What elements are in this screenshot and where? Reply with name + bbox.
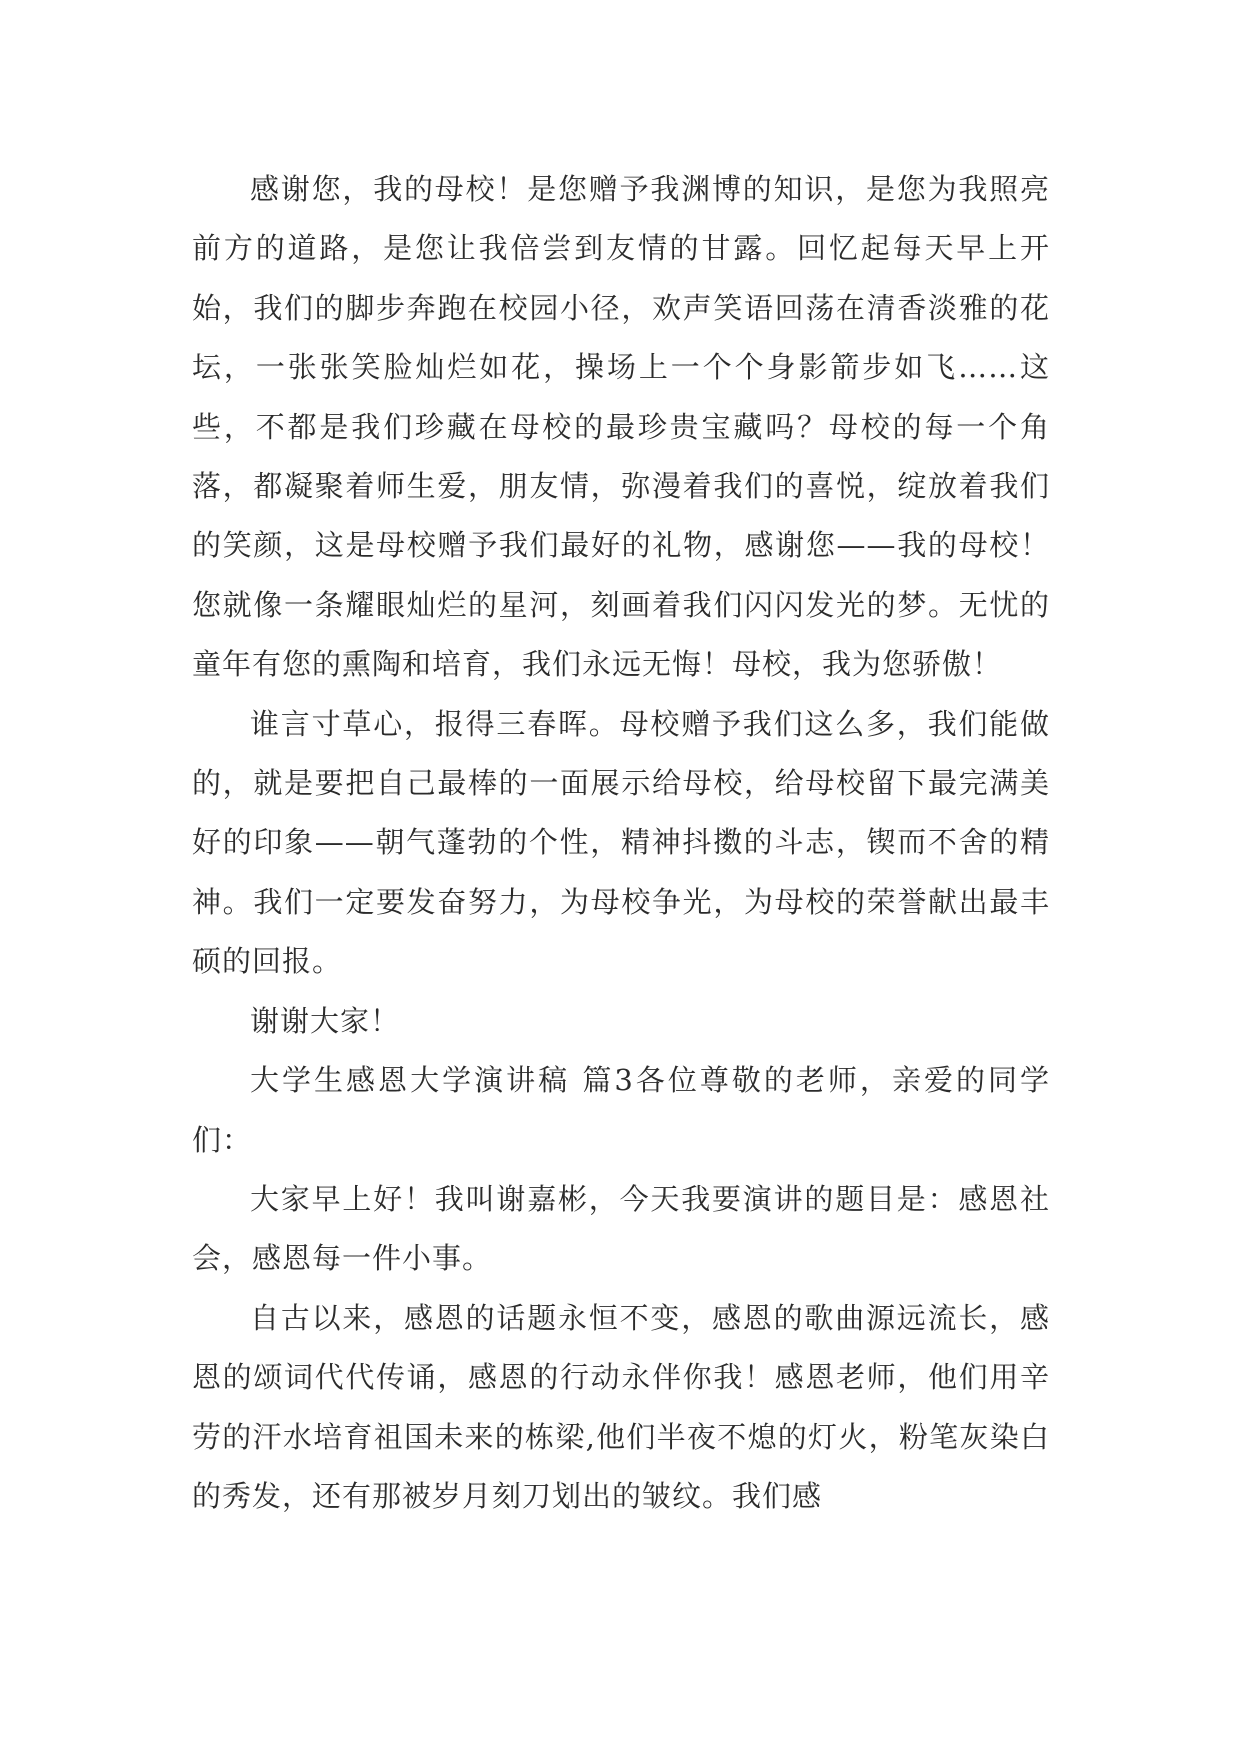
document-body (192, 160, 1050, 1526)
paragraph-gratitude-theme: 自古以来，感恩的话题永恒不变，感恩的歌曲源远流长，感恩的颂词代代传诵，感恩的行动永伴你我！感恩老师，他们用辛劳的汗水培育祖国未来的栋梁,他们半夜不熄的灯火，粉笔灰染白的秀发，还有那被岁月刻刀划出的皱纹。我们感 (192, 1300, 1050, 1513)
paragraph-speech-3-heading: 大学生感恩大学演讲稿 篇3各位尊敬的老师，亲爱的同学们： (192, 1063, 1050, 1157)
paragraph-greeting: 大家早上好！我叫谢嘉彬，今天我要演讲的题目是：感恩社会，感恩每一件小事。 (192, 1181, 1050, 1276)
paragraph-repay-school: 谁言寸草心，报得三春晖。母校赠予我们这么多，我们能做的，就是要把自己最棒的一面展示给母校，给母校留下最完满美好的印象——朝气蓬勃的个性，精神抖擞的斗志，锲而不舍的精神。我们一定要发奋努力，为母校争光，为母校的荣誉献出最丰硕的回报。 (192, 706, 1050, 979)
paragraph-gratitude-to-school: 感谢您，我的母校！是您赠予我渊博的知识，是您为我照亮前方的道路，是您让我倍尝到友情的甘露。回忆起每天早上开始，我们的脚步奔跑在校园小径，欢声笑语回荡在清香淡雅的花坛，一张张笑脸灿烂如花，操场上一个个身影箭步如飞……这些，不都是我们珍藏在母校的最珍贵宝藏吗？母校的每一个角落，都凝聚着师生爱，朋友情，弥漫着我们的喜悦，绽放着我们的笑颜，这是母校赠予我们最好的礼物，感谢您——我的母校！您就像一条耀眼灿烂的星河，刻画着我们闪闪发光的梦。无忧的童年有您的熏陶和培育，我们永远无悔！母校，我为您骄傲！ (192, 172, 1050, 682)
paragraph-thanks: 谢谢大家！ (250, 1003, 401, 1038)
